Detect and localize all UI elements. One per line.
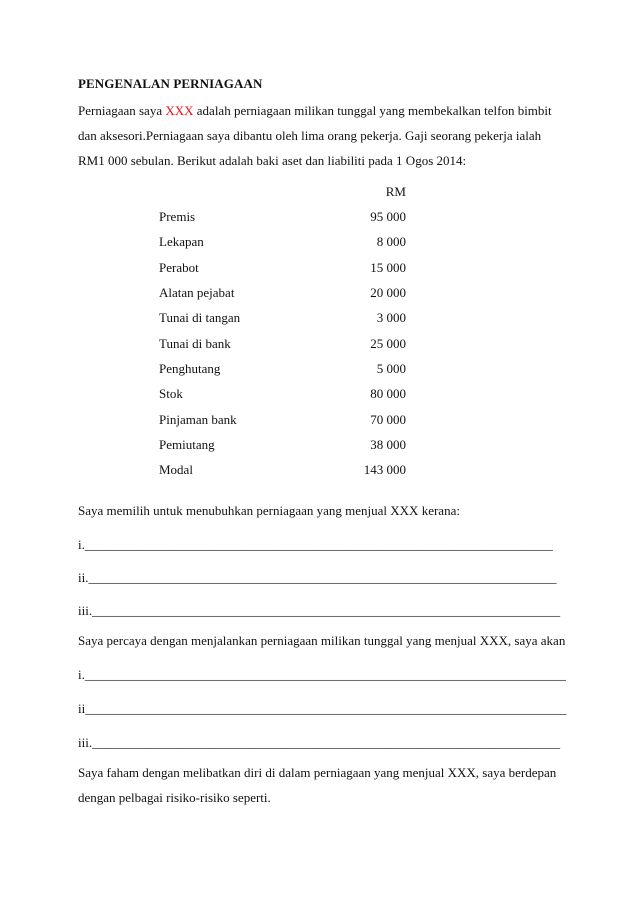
balance-item-name: Pinjaman bank bbox=[159, 412, 237, 427]
currency-header: RM bbox=[385, 184, 406, 199]
intro-line-2: dan aksesori.Perniagaan saya dibantu oleh lima orang pekerja. Gaji seorang pekerja ialah bbox=[78, 128, 542, 143]
section1-blank-2: ii.________________________________________________________________________ bbox=[78, 570, 557, 585]
balance-item-value: 80 000 bbox=[370, 386, 406, 401]
balance-item-name: Penghutang bbox=[159, 361, 221, 376]
balance-item-name: Stok bbox=[159, 386, 183, 401]
intro-line-1 bbox=[78, 103, 552, 119]
intro-prefix: Perniagaan saya bbox=[78, 103, 166, 118]
section1-prompt: Saya memilih untuk menubuhkan perniagaan yang menjual XXX kerana: bbox=[78, 503, 460, 518]
balance-item-value: 38 000 bbox=[370, 437, 406, 452]
balance-item-name: Perabot bbox=[159, 260, 199, 275]
balance-item-value: 5 000 bbox=[376, 361, 406, 376]
intro-line-3: RM1 000 sebulan. Berikut adalah baki aset dan liabiliti pada 1 Ogos 2014: bbox=[78, 153, 467, 168]
balance-item-name: Pemiutang bbox=[159, 437, 215, 452]
balance-item-value: 15 000 bbox=[370, 260, 406, 275]
balance-item-value: 3 000 bbox=[376, 310, 406, 325]
balance-item-name: Tunai di bank bbox=[159, 336, 231, 351]
balance-item-name: Alatan pejabat bbox=[159, 285, 235, 300]
balance-item-value: 25 000 bbox=[370, 336, 406, 351]
section3-line-1: Saya faham dengan melibatkan diri di dalam perniagaan yang menjual XXX, saya berdepan bbox=[78, 765, 557, 780]
section1-blank-1: i.________________________________________________________________________ bbox=[78, 537, 553, 552]
balance-item-value: 70 000 bbox=[370, 412, 406, 427]
balance-item-value: 143 000 bbox=[363, 462, 406, 477]
balance-item-value: 8 000 bbox=[376, 234, 406, 249]
intro-suffix: adalah perniagaan milikan tunggal yang membekalkan telfon bimbit bbox=[193, 103, 552, 118]
balance-item-name: Tunai di tangan bbox=[159, 310, 241, 325]
business-name-highlight: XXX bbox=[165, 103, 194, 118]
section3-line-2: dengan pelbagai risiko-risiko seperti. bbox=[78, 790, 271, 805]
balance-item-name: Lekapan bbox=[159, 234, 204, 249]
section2-prompt: Saya percaya dengan menjalankan perniagaan milikan tunggal yang menjual XXX, saya akan bbox=[78, 633, 566, 648]
balance-item-value: 20 000 bbox=[370, 285, 406, 300]
balance-item-name: Modal bbox=[159, 462, 193, 477]
page-title: PENGENALAN PERNIAGAAN bbox=[78, 76, 263, 91]
section1-blank-3: iii.________________________________________________________________________ bbox=[78, 603, 561, 618]
balance-item-value: 95 000 bbox=[370, 209, 406, 224]
section2-blank-3: iii.________________________________________________________________________ bbox=[78, 735, 561, 750]
balance-item-name: Premis bbox=[159, 209, 196, 224]
section2-blank-2: ii__________________________________________________________________________ bbox=[78, 701, 567, 716]
section2-blank-1: i.__________________________________________________________________________ bbox=[78, 667, 566, 682]
